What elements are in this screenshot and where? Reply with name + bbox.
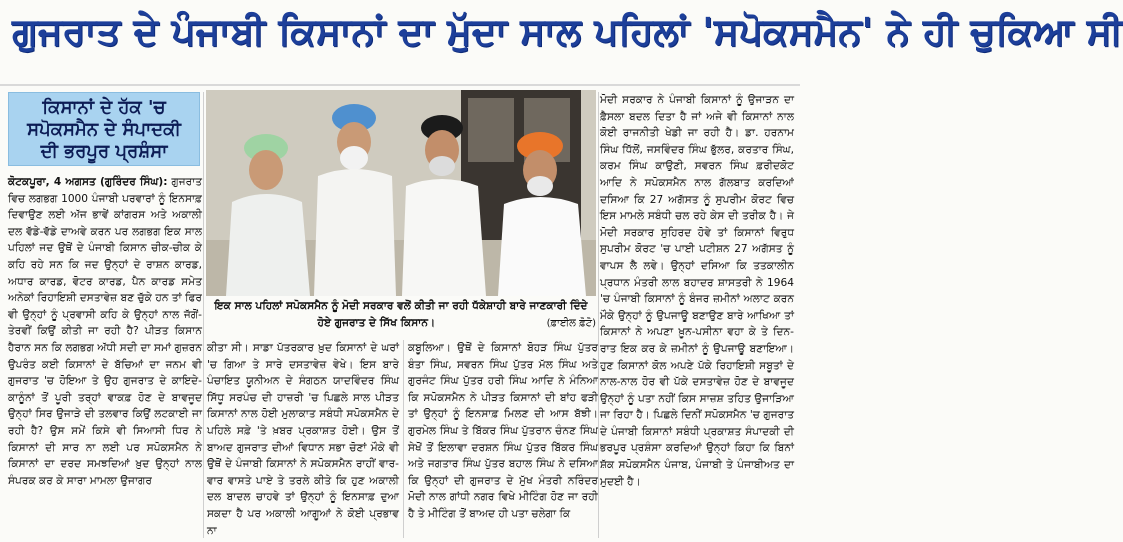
photo-caption (206, 298, 596, 336)
column-divider (203, 92, 204, 538)
headline: ਗੁਜਰਾਤ ਦੇ ਪੰਜਾਬੀ ਕਿਸਾਨਾਂ ਦਾ ਮੁੱਦਾ ਸਾਲ ਪਹਿਲਾਂ 'ਸਪੋਕਸਮੈਨ' ਨੇ ਹੀ ਚੁਕਿਆ ਸੀ (0, 0, 800, 86)
column-divider (403, 340, 404, 538)
article-text-1: ਗੁਜਰਾਤ ਵਿਚ ਲਗਭਗ 1000 ਪੰਜਾਬੀ ਪਰਵਾਰਾਂ ਨੂੰ ਇਨਸਾਫ਼ ਦਿਵਾਉਣ ਲਈ ਅੱਜ ਭਾਵੇਂ ਕਾਂਗਰਸ ਅਤੇ ਅਕਾਲੀ ਦਲ ਵੱਡੇ-ਵੱਡੇ ਦਾਅਵੇ ਕਰਨ ਪਰ ਲਗਭਗ ਇਕ ਸਾਲ ਪਹਿਲਾਂ ਜਦ ਉਥੋਂ ਦੇ ਪੰਜਾਬੀ ਕਿਸਾਨ ਚੀਕ-ਚੀਕ ਕੇ ਕਹਿ ਰਹੇ ਸਨ ਕਿ ਜਦ ਉਨ੍ਹਾਂ ਦੇ ਰਾਸ਼ਨ ਕਾਰਡ, ਅਧਾਰ ਕਾਰਡ, ਵੋਟਰ ਕਾਰਡ, ਪੈਨ ਕਾਰਡ ਸਮੇਤ ਅਨੇਕਾਂ ਰਿਹਾਇਸ਼ੀ ਦਸਤਾਵੇਜ਼ ਬਣ ਚੁੱਕੇ ਹਨ ਤਾਂ ਫਿਰ ਵੀ ਉਨ੍ਹਾਂ ਨੂੰ ਪ੍ਰਵਾਸੀ ਕਹਿ ਕੇ ਉਨ੍ਹਾਂ ਨਾਲ ਜੱਗੋਂ-ਤੇਰਵੀਂ ਕਿਉਂ ਕੀਤੀ ਜਾ ਰਹੀ ਹੈ? ਪੀੜਤ ਕਿਸਾਨ ਹੈਰਾਨ ਸਨ ਕਿ ਲਗਭਗ ਅੱਧੀ ਸਦੀ ਦਾ ਸਮਾਂ ਗੁਜ਼ਰਨ ਉਪਰੰਤ ਕਈ ਕਿਸਾਨਾਂ ਦੇ ਬੱਚਿਆਂ ਦਾ ਜਨਮ ਵੀ ਗੁਜਰਾਤ 'ਚ ਹੋਇਆ ਤੇ ਉਹ ਗੁਜਰਾਤ ਦੇ ਕਾਇਦੇ-ਕਾਨੂੰਨਾਂ ਤੋਂ ਪੂਰੀ ਤਰ੍ਹਾਂ ਵਾਕਫ਼ ਹੋਣ ਦੇ ਬਾਵਜੂਦ ਉਨ੍ਹਾਂ ਸਿਰ ਉਜਾੜੇ ਦੀ ਤਲਵਾਰ ਕਿਉਂ ਲਟਕਾਈ ਜਾ ਰਹੀ ਹੈ? ਉਸ ਸਮੇਂ ਕਿਸੇ ਵੀ ਸਿਆਸੀ ਧਿਰ ਨੇ ਕਿਸਾਨਾਂ ਦੀ ਸਾਰ ਨਾ ਲਈ ਪਰ ਸਪੋਕਸਮੈਨ ਨੇ ਕਿਸਾਨਾਂ ਦਾ ਦਰਦ ਸਮਝਦਿਆਂ ਖ਼ੁਦ ਉਨ੍ਹਾਂ ਨਾਲ ਸੰਪਰਕ ਕਰ ਕੇ ਸਾਰਾ ਮਾਮਲਾ ਉਜਾਗਰ (8, 176, 202, 487)
highlight-line-3: ਦੀ ਭਰਪੂਰ ਪ੍ਰਸ਼ੰਸਾ (40, 141, 168, 162)
article-column-4 (600, 92, 794, 540)
article-text-2: ਕੀਤਾ ਸੀ। ਸਾਡਾ ਪੱਤਰਕਾਰ ਖ਼ੁਦ ਕਿਸਾਨਾਂ ਦੇ ਘਰਾਂ 'ਚ ਗਿਆ ਤੇ ਸਾਰੇ ਦਸਤਾਵੇਜ਼ ਵੇਖੇ। ਇਸ ਬਾਰੇ ਪੰਚਾਇਤ ਯੂਨੀਅਨ ਦੇ ਸੰਗਠਨ ਯਾਦਵਿੰਦਰ ਸਿੰਘ ਸਿੱਧੂ ਸਰਪੰਚ ਦੀ ਹਾਜ਼ਰੀ 'ਚ ਪਿਛਲੇ ਸਾਲ ਪੀੜਤ ਕਿਸਾਨਾਂ ਨਾਲ ਹੋਈ ਮੁਲਾਕਾਤ ਸਬੰਧੀ ਸਪੋਕਸਮੈਨ ਦੇ ਪਹਿਲੇ ਸਫ਼ੇ 'ਤੇ ਖ਼ਬਰ ਪ੍ਰਕਾਸ਼ਤ ਹੋਈ। ਉਸ ਤੋਂ ਬਾਅਦ ਗੁਜਰਾਤ ਦੀਆਂ ਵਿਧਾਨ ਸਭਾ ਚੋਣਾਂ ਮੌਕੇ ਵੀ ਉਥੋਂ ਦੇ ਪੰਜਾਬੀ ਕਿਸਾਨਾਂ ਨੇ ਸਪੋਕਸਮੈਨ ਰਾਹੀਂ ਵਾਰ-ਵਾਰ ਵਾਸਤੇ ਪਾਏ ਤੇ ਤਰਲੇ ਕੀਤੇ ਕਿ ਹੁਣ ਅਕਾਲੀ ਦਲ ਬਾਦਲ ਚਾਹਵੇ ਤਾਂ ਉਨ੍ਹਾਂ ਨੂੰ ਇਨਸਾਫ਼ ਦੁਆ ਸਕਦਾ ਹੈ ਪਰ ਅਕਾਲੀ ਆਗੂਆਂ ਨੇ ਕੋਈ ਪ੍ਰਭਾਵ ਨਾ (207, 342, 399, 537)
photo-credit: (ਫ਼ਾਈਲ ਫ਼ੋਟੋ) (546, 318, 596, 329)
article-column-2 (207, 340, 399, 540)
article-photo (206, 90, 596, 296)
highlight-box (8, 92, 200, 166)
article-text-3: ਕਬੂਲਿਆ। ਉਥੋਂ ਦੇ ਕਿਸਾਨਾਂ ਬੋਹੜ ਸਿੰਘ ਪੁੱਤਰ ਬੰਤਾ ਸਿੰਘ, ਸਵਰਨ ਸਿੰਘ ਪੁੱਤਰ ਮੱਲ ਸਿੰਘ ਅਤੇ ਗੁਰਜੰਟ ਸਿੰਘ ਪੁੱਤਰ ਹਰੀ ਸਿੰਘ ਆਦਿ ਨੇ ਮੰਨਿਆ ਕਿ ਸਪੋਕਸਮੈਨ ਨੇ ਪੀੜਤ ਕਿਸਾਨਾਂ ਦੀ ਬਾਂਹ ਫੜੀ ਤਾਂ ਉਨ੍ਹਾਂ ਨੂੰ ਇਨਸਾਫ਼ ਮਿਲਣ ਦੀ ਆਸ ਬੱਝੀ। ਗੁਰਮੇਲ ਸਿੰਘ ਤੇ ਬਿੱਕਰ ਸਿੰਘ ਪੁੱਤਰਾਨ ਚੰਨਣ ਸਿੰਘ ਸੇਖੋਂ ਤੋਂ ਇਲਾਵਾ ਦਰਸ਼ਨ ਸਿੰਘ ਪੁੱਤਰ ਬਿੱਕਰ ਸਿੰਘ ਅਤੇ ਜਗਤਾਰ ਸਿੰਘ ਪੁੱਤਰ ਬਹਾਲ ਸਿੰਘ ਨੇ ਦਸਿਆ ਕਿ ਉਨ੍ਹਾਂ ਦੀ ਗੁਜਰਾਤ ਦੇ ਮੁੱਖ ਮੰਤਰੀ ਨਰਿੰਦਰ ਮੋਦੀ ਨਾਲ ਗਾਂਧੀ ਨਗਰ ਵਿਖੇ ਮੀਟਿੰਗ ਹੋਣ ਜਾ ਰਹੀ ਹੈ ਤੇ ਮੀਟਿੰਗ ਤੋਂ ਬਾਅਦ ਹੀ ਪਤਾ ਚਲੇਗਾ ਕਿ (408, 342, 598, 520)
caption-text: ਇਕ ਸਾਲ ਪਹਿਲਾਂ ਸਪੋਕਸਮੈਨ ਨੂੰ ਮੋਦੀ ਸਰਕਾਰ ਵਲੋਂ ਕੀਤੀ ਜਾ ਰਹੀ ਧੱਕੇਸ਼ਾਹੀ ਬਾਰੇ ਜਾਣਕਾਰੀ ਦਿੰਦੇ ਹੋਏ ਗੁਜਰਾਤ ਦੇ ਸਿੱਖ ਕਿਸਾਨ। (214, 300, 588, 329)
highlight-line-2: ਸਪੋਕਸਮੈਨ ਦੇ ਸੰਪਾਦਕੀ (27, 119, 181, 140)
article-column-3 (408, 340, 598, 540)
article-column-1 (8, 174, 202, 540)
dateline: ਕੋਟਕਪੂਰਾ, 4 ਅਗਸਤ (ਗੁਰਿੰਦਰ ਸਿੰਘ): (8, 176, 168, 188)
column-divider (598, 92, 599, 538)
article-text-4: ਮੋਦੀ ਸਰਕਾਰ ਨੇ ਪੰਜਾਬੀ ਕਿਸਾਨਾਂ ਨੂੰ ਉਜਾੜਨ ਦਾ ਫ਼ੈਸਲਾ ਬਦਲ ਦਿਤਾ ਹੈ ਜਾਂ ਅਜੇ ਵੀ ਕਿਸਾਨਾਂ ਨਾਲ ਕੋਈ ਰਾਜਨੀਤੀ ਖੇਡੀ ਜਾ ਰਹੀ ਹੈ। ਡਾ. ਹਰਨਾਮ ਸਿੰਘ ਧਿੱਲੋਂ, ਜਸਵਿੰਦਰ ਸਿੰਘ ਭੁੱਲਰ, ਕਰਤਾਰ ਸਿੰਘ, ਕਰਮ ਸਿੰਘ ਕਾਉਣੀ, ਸਵਰਨ ਸਿੰਘ ਫ਼ਰੀਦਕੋਟ ਆਦਿ ਨੇ ਸਪੋਕਸਮੈਨ ਨਾਲ ਗੱਲਬਾਤ ਕਰਦਿਆਂ ਦਸਿਆ ਕਿ 27 ਅਗੱਸਤ ਨੂੰ ਸੁਪਰੀਮ ਕੋਰਟ ਵਿਚ ਇਸ ਮਾਮਲੇ ਸਬੰਧੀ ਚਲ ਰਹੇ ਕੇਸ ਦੀ ਤਰੀਕ ਹੈ। ਜੇ ਮੋਦੀ ਸਰਕਾਰ ਸੁਹਿਰਦ ਹੋਵੇ ਤਾਂ ਕਿਸਾਨਾਂ ਵਿਰੁਧ ਸੁਪਰੀਮ ਕੋਰਟ 'ਚ ਪਾਈ ਪਟੀਸ਼ਨ 27 ਅਗੱਸਤ ਨੂੰ ਵਾਪਸ ਲੈ ਲਵੇ। ਉਨ੍ਹਾਂ ਦਸਿਆ ਕਿ ਤਤਕਾਲੀਨ ਪ੍ਰਧਾਨ ਮੰਤਰੀ ਲਾਲ ਬਹਾਦਰ ਸ਼ਾਸਤਰੀ ਨੇ 1964 'ਚ ਪੰਜਾਬੀ ਕਿਸਾਨਾਂ ਨੂੰ ਬੰਜਰ ਜ਼ਮੀਨਾਂ ਅਲਾਟ ਕਰਨ ਮੌਕੇ ਉਨ੍ਹਾਂ ਨੂੰ ਉਪਜਾਊ ਬਣਾਉਣ ਬਾਰੇ ਆਖਿਆ ਤਾਂ ਕਿਸਾਨਾਂ ਨੇ ਅਪਣਾ ਖ਼ੂਨ-ਪਸੀਨਾ ਵਹਾ ਕੇ ਤੇ ਦਿਨ-ਰਾਤ ਇਕ ਕਰ ਕੇ ਜ਼ਮੀਨਾਂ ਨੂੰ ਉਪਜਾਊ ਬਣਾਇਆ। ਹੁਣ ਕਿਸਾਨਾਂ ਕੋਲ ਅਪਣੇ ਪੱਕੇ ਰਿਹਾਇਸ਼ੀ ਸਬੂਤਾਂ ਦੇ ਨਾਲ-ਨਾਲ ਹੋਰ ਵੀ ਪੱਕੇ ਦਸਤਾਵੇਜ਼ ਹੋਣ ਦੇ ਬਾਵਜੂਦ ਉਨ੍ਹਾਂ ਨੂੰ ਪਤਾ ਨਹੀਂ ਕਿਸ ਸਾਜ਼ਸ਼ ਤਹਿਤ ਉਜਾੜਿਆ ਜਾ ਰਿਹਾ ਹੈ। ਪਿਛਲੇ ਦਿਨੀਂ ਸਪੋਕਸਮੈਨ 'ਚ ਗੁਜਰਾਤ ਦੇ ਪੰਜਾਬੀ ਕਿਸਾਨਾਂ ਸਬੰਧੀ ਪ੍ਰਕਾਸ਼ਤ ਸੰਪਾਦਕੀ ਦੀ ਭਰਪੂਰ ਪ੍ਰਸ਼ੰਸਾ ਕਰਦਿਆਂ ਉਨ੍ਹਾਂ ਕਿਹਾ ਕਿ ਬਿਨਾਂ ਸ਼ੱਕ ਸਪੋਕਸਮੈਨ ਪੰਜਾਬ, ਪੰਜਾਬੀ ਤੇ ਪੰਜਾਬੀਅਤ ਦਾ ਮੁਦਈ ਹੈ। (600, 94, 794, 488)
farmers-photo (206, 90, 596, 296)
highlight-line-1: ਕਿਸਾਨਾਂ ਦੇ ਹੱਕ 'ਚ (42, 97, 166, 118)
